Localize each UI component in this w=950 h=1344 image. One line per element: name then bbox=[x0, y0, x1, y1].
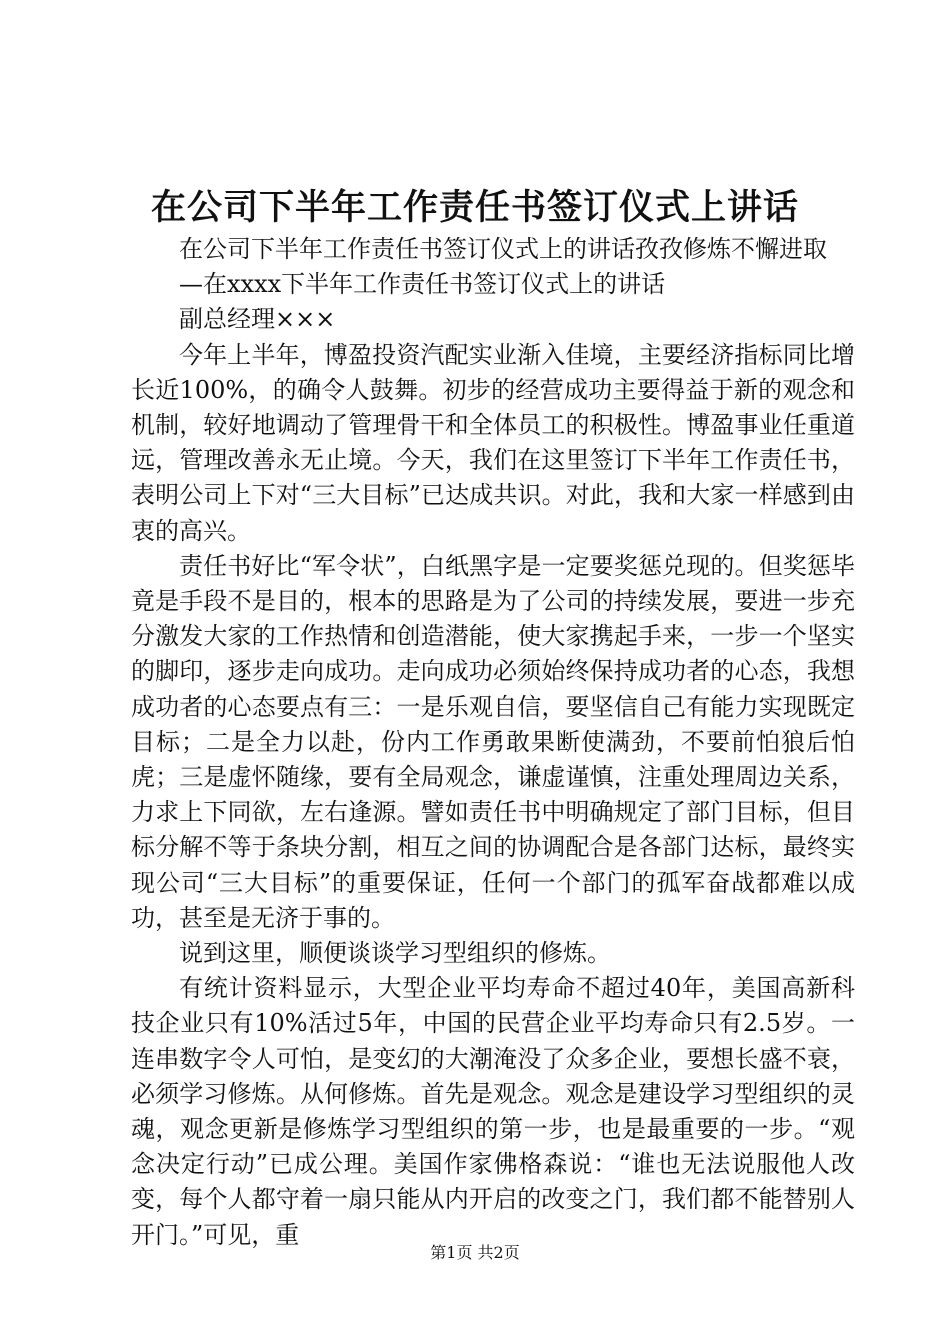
body-paragraph: 责任书好比“军令状”，白纸黑字是一定要奖惩兑现的。但奖惩毕竟是手段不是目的，根本的思路是为了公司的持续发展，要进一步充分激发大家的工作热情和创造潜能，使大家携起手来，一步一个坚实的脚印，逐步走向成功。走向成功必须始终保持成功者的心态，我想成功者的心态要点有三：一是乐观自信，要坚信自己有能力实现既定目标；二是全力以赴，份内工作勇敢果断使满劲，不要前怕狼后怕虎；三是虚怀随缘，要有全局观念，谦虚谨慎，注重处理周边关系，力求上下同欲，左右逢源。譬如责任书中明确规定了部门目标，但目标分解不等于条块分割，相互之间的协调配合是各部门达标，最终实现公司“三大目标”的重要保证，任何一个部门的孤军奋战都难以成功，甚至是无济于事的。 bbox=[131, 551, 855, 932]
subtitle-paragraph: 在公司下半年工作责任书签订仪式上的讲话孜孜修炼不懈进取 bbox=[179, 235, 827, 263]
body-paragraph: 今年上半年，博盈投资汽配实业渐入佳境，主要经济指标同比增长近100%，的确令人鼓舞。初步的经营成功主要得益于新的观念和机制，较好地调动了管理骨干和全体员工的积极性。博盈事业任重道远，管理改善永无止境。今天，我们在这里签订下半年工作责任书，表明公司上下对“三大目标”已达成共识。对此，我和大家一样感到由衷的高兴。 bbox=[131, 340, 855, 545]
speech-occasion-line: —在xxxx下半年工作责任书签订仪式上的讲话 bbox=[179, 270, 666, 299]
page-number-footer: 第1页 共2页 bbox=[430, 1243, 520, 1262]
speaker-line: 副总经理××× bbox=[179, 305, 336, 334]
document-title: 在公司下半年工作责任书签订仪式上讲话 bbox=[150, 188, 799, 228]
body-paragraph: 有统计资料显示，大型企业平均寿命不超过40年，美国高新科技企业只有10%活过5年，中国的民营企业平均寿命只有2.5岁。一连串数字令人可怕，是变幻的大潮淹没了众多企业，要想长盛不衰，必须学习修炼。从何修炼。首先是观念。观念是建设学习型组织的灵魂，观念更新是修炼学习型组织的第一步，也是最重要的一步。“观念决定行动”已成公理。美国作家佛格森说：“谁也无法说服他人改变，每个人都守着一扇只能从内开启的改变之门，我们都不能替别人开门。”可见，重 bbox=[131, 974, 855, 1249]
body-paragraph: 说到这里，顺便谈谈学习型组织的修炼。 bbox=[179, 939, 611, 968]
document-body bbox=[131, 232, 855, 1253]
